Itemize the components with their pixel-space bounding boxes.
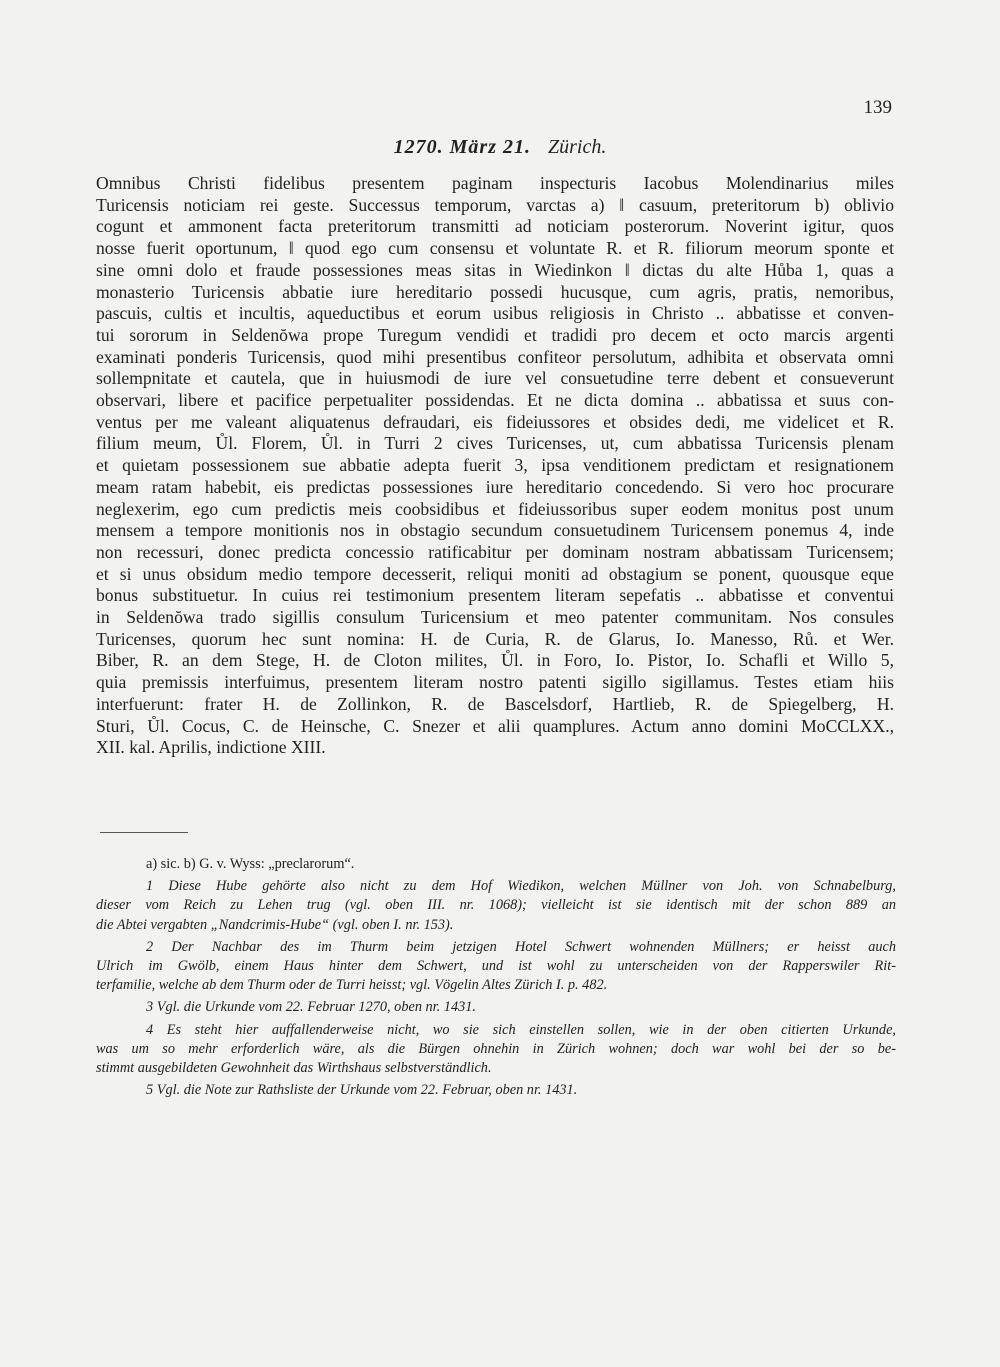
page-number: 139 — [863, 97, 892, 118]
text-line: et si unus obsidum medio tempore decesserit, reliqui moniti ad obstagium se ponent, quousque eque — [96, 563, 894, 584]
text-line: neglexerim, ego cum predictis meis coobsidibus et fideiussoribus super eodem monitus post unum — [96, 498, 894, 519]
text-line: meam ratam habebit, eis predictas possessiones iure hereditario concedendo. Si vero hoc procurare — [96, 476, 894, 497]
text-line: quia premissis interfuimus, presentem literam nostro patenti sigillo sigillamus. Testes etiam hiis — [96, 672, 894, 693]
text-line: bonus substituetur. In cuius rei testimonium presentem literam sepefatis .. abbatisse et conventui — [96, 585, 894, 606]
text-line: Turicensis noticiam rei geste. Successus temporum, varctas a) ‖ casuum, preteritorum b) oblivio — [96, 194, 894, 215]
text-line: et quietam possessionem sue abbatie adepta fuerit 3, ipsa venditionem predictam et resignationem — [96, 455, 894, 476]
footnote-line: terfamilie, welche ab dem Thurm oder de Turri heisst; vgl. Vögelin Altes Zürich I. p. 482. — [96, 977, 608, 994]
text-line: Biber, R. an dem Stege, H. de Cloton milites, Ůl. in Foro, Io. Pistor, Io. Schafli et Willo 5, — [96, 650, 894, 671]
footnote-5 — [96, 1081, 896, 1100]
footnote-3 — [96, 998, 896, 1017]
text-line: sine omni dolo et fraude possessiones meas sitas in Wiedinkon ‖ dictas du alte Hůba 1, quas a — [96, 259, 894, 280]
charter-text — [96, 173, 894, 759]
text-line: examinati ponderis Turicensis, quod mihi presentibus confiteor persolutum, adhibita et observata omni — [96, 346, 894, 367]
footnote-line: die Abtei vergabten „Nandcrimis-Hube“ (vgl. oben I. nr. 153). — [96, 916, 454, 933]
footnote-line: 4 Es steht hier auffallenderweise nicht, wo sie sich einstellen sollen, wie in der oben citierten Urkunde, — [146, 1021, 896, 1038]
text-line: interfuerunt: frater H. de Zollinkon, R. de Bascelsdorf, Hartlieb, R. de Spiegelberg, H. — [96, 693, 894, 714]
footnote-4 — [96, 1021, 896, 1079]
footnote-1 — [96, 877, 896, 935]
text-line: sollempnitate et cautela, que in huiusmodi de iure vel consuetudine terre debent et consueverunt — [96, 368, 894, 389]
footnote-divider — [100, 832, 188, 833]
text-line: Sturi, Ůl. Cocus, C. de Heinsche, C. Snezer et alii quamplures. Actum anno domini MoCCLXX., — [96, 715, 894, 736]
footnote-2 — [96, 938, 896, 996]
text-line: mensem a tempore monitionis nos in obstagio secundum consuetudinem Turicensem ponemus 4, inde — [96, 520, 894, 541]
text-line: pascuis, cultis et incultis, aqueductibus et eorum usibus religiosis in Christo .. abbatisse et conven- — [96, 303, 894, 324]
footnote-a — [96, 855, 896, 874]
footnote-line: 3 Vgl. die Urkunde vom 22. Februar 1270, oben nr. 1431. — [146, 999, 476, 1016]
text-line: cogunt et ammonent facta preteritorum transmitti ad noticiam posterorum. Noverint igitur, quos — [96, 216, 894, 237]
text-line: ventus per me valeant aliquatenus defraudari, eis fideiussores et obsides dedi, me videlicet et R. — [96, 411, 894, 432]
text-line: nosse fuerit oportunum, ‖ quod ego cum consensu et voluntate R. et R. filiorum meorum sponte et — [96, 238, 894, 259]
text-line: Omnibus Christi fidelibus presentem paginam inspecturis Iacobus Molendinarius miles — [96, 173, 894, 193]
document-heading — [0, 136, 1000, 159]
footnote-line: a) sic. b) G. v. Wyss: „preclarorum“. — [146, 856, 355, 872]
heading-place: Zürich. — [548, 136, 607, 158]
text-line: Turicenses, quorum hec sunt nomina: H. de Curia, R. de Glarus, Io. Manesso, Rů. et Wer. — [96, 628, 894, 649]
text-line: monasterio Turicensis abbatie iure hereditario possedi hucusque, cum agris, pratis, nemoribus, — [96, 281, 894, 302]
footnote-line: 1 Diese Hube gehörte also nicht zu dem Hof Wiedikon, welchen Müllner von Joh. von Schnabelburg, — [146, 878, 896, 895]
footnote-line: 5 Vgl. die Note zur Rathsliste der Urkunde vom 22. Februar, oben nr. 1431. — [146, 1082, 578, 1099]
footnote-line: 2 Der Nachbar des im Thurm beim jetzigen Hotel Schwert wohnenden Müllners; er heisst auch — [146, 938, 896, 955]
footnote-line: was um so mehr erforderlich wäre, als die Bürgen ohnehin in Zürich wohnen; doch war wohl bei der so be- — [96, 1040, 896, 1057]
text-line: in Seldenŏwa trado sigillis consulum Turicensium et meo patenter communitam. Nos consules — [96, 607, 894, 628]
text-line: filium meum, Ůl. Florem, Ůl. in Turri 2 cives Turicenses, ut, cum abbatissa Turicensis plenam — [96, 433, 894, 454]
heading-date: 1270. März 21. — [393, 136, 531, 158]
text-line: observari, libere et pacifice perpetualiter possidendas. Et ne dicta domina .. abbatissa et suus con- — [96, 390, 894, 411]
footnotes — [96, 855, 896, 1103]
text-line: non recessuri, donec predicta concessio ratificabitur per dominam nostram abbatissam Turicensem; — [96, 541, 894, 562]
footnote-line: Ulrich im Gwölb, einem Haus hinter dem Schwert, und ist wohl zu unterscheiden von der Rapperswiler Rit- — [96, 958, 896, 975]
footnote-line: dieser vom Reich zu Lehen trug (vgl. oben III. nr. 1068); vielleicht ist sie identisch mit der schon 889 an — [96, 897, 896, 914]
text-line: tui sororum in Seldenŏwa prope Turegum vendidi et tradidi pro decem et octo marcis argenti — [96, 324, 894, 345]
text-line: XII. kal. Aprilis, indictione XIII. — [96, 737, 326, 758]
footnote-line: stimmt ausgebildeten Gewohnheit das Wirthshaus selbstverständlich. — [96, 1060, 492, 1077]
